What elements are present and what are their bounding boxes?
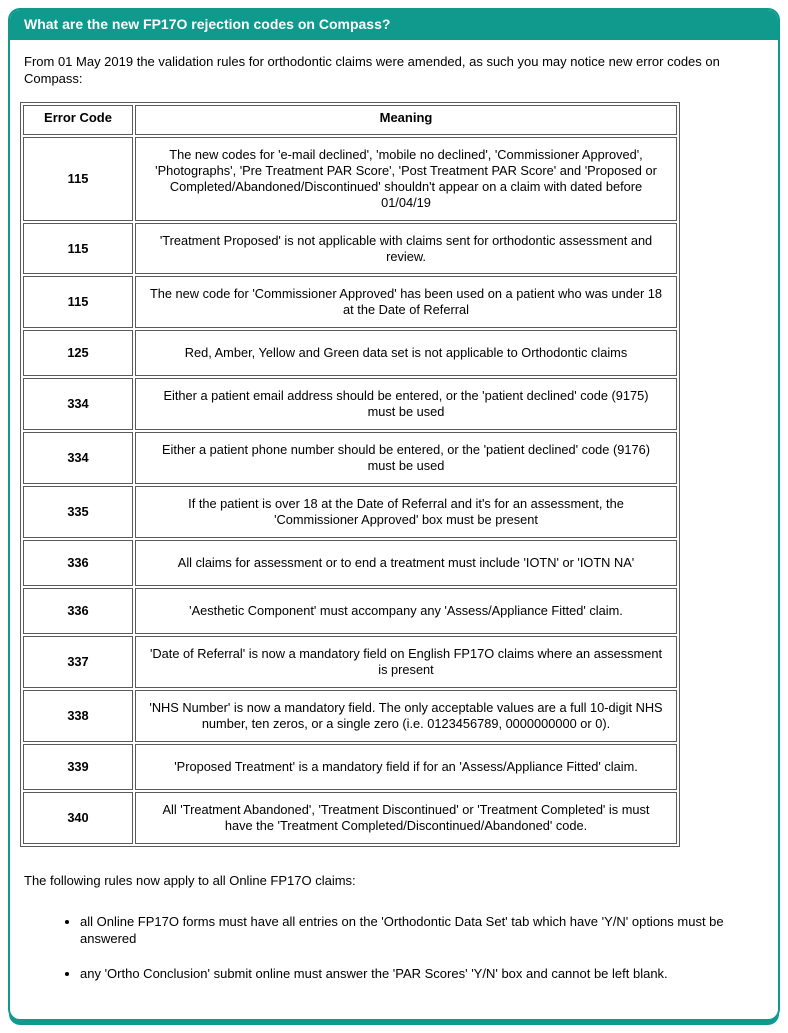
meaning-cell: 'Aesthetic Component' must accompany any 'Assess/Appliance Fitted' claim. xyxy=(135,588,677,634)
error-code-cell: 334 xyxy=(23,378,133,430)
table-row xyxy=(23,636,677,688)
table-row xyxy=(23,486,677,538)
table-row xyxy=(23,276,677,328)
column-header-meaning: Meaning xyxy=(135,105,677,135)
error-code-cell: 115 xyxy=(23,276,133,328)
table-header-row xyxy=(23,105,677,135)
meaning-cell: The new codes for 'e-mail declined', 'mobile no declined', 'Commissioner Approved', 'Photographs', 'Pre Treatment PAR Score', 'Post Treatment PAR Score' and 'Proposed or Completed/Abandoned/Discontinued' shouldn't appear on a claim with dated before 01/04/19 xyxy=(135,137,677,221)
error-code-cell: 339 xyxy=(23,744,133,790)
meaning-cell: 'Date of Referral' is now a mandatory field on English FP17O claims where an assessment is present xyxy=(135,636,677,688)
meaning-cell: Either a patient email address should be entered, or the 'patient declined' code (9175) must be used xyxy=(135,378,677,430)
error-code-cell: 340 xyxy=(23,792,133,844)
rejection-codes-table xyxy=(20,102,680,848)
meaning-cell: 'NHS Number' is now a mandatory field. The only acceptable values are a full 10-digit NHS number, ten zeros, or a single zero (i.e. 0123456789, 0000000000 or 0). xyxy=(135,690,677,742)
error-code-cell: 125 xyxy=(23,330,133,376)
meaning-cell: 'Treatment Proposed' is not applicable with claims sent for orthodontic assessment and review. xyxy=(135,223,677,275)
error-code-cell: 338 xyxy=(23,690,133,742)
error-code-cell: 336 xyxy=(23,588,133,634)
table-row xyxy=(23,588,677,634)
meaning-cell: All 'Treatment Abandoned', 'Treatment Discontinued' or 'Treatment Completed' is must have the 'Treatment Completed/Discontinued/Abandoned' code. xyxy=(135,792,677,844)
table-row xyxy=(23,540,677,586)
intro-text: From 01 May 2019 the validation rules for orthodontic claims were amended, as such you may notice new error codes on Compass: xyxy=(24,53,720,86)
meaning-cell: The new code for 'Commissioner Approved' has been used on a patient who was under 18 at the Date of Referral xyxy=(135,276,677,328)
error-code-cell: 334 xyxy=(23,432,133,484)
table-row xyxy=(23,378,677,430)
table-head xyxy=(23,105,677,135)
meaning-cell: Either a patient phone number should be entered, or the 'patient declined' code (9176) must be used xyxy=(135,432,677,484)
meaning-cell: Red, Amber, Yellow and Green data set is not applicable to Orthodontic claims xyxy=(135,330,677,376)
rule-item: • any 'Ortho Conclusion' submit online must answer the 'PAR Scores' 'Y/N' box and cannot be left blank. xyxy=(80,966,766,983)
table-row xyxy=(23,690,677,742)
error-code-cell: 336 xyxy=(23,540,133,586)
meaning-cell: If the patient is over 18 at the Date of Referral and it's for an assessment, the 'Commissioner Approved' box must be present xyxy=(135,486,677,538)
table-body xyxy=(23,137,677,845)
table-row xyxy=(23,432,677,484)
rules-list xyxy=(20,914,766,983)
error-code-cell: 115 xyxy=(23,137,133,221)
panel-title: What are the new FP17O rejection codes on Compass? xyxy=(10,10,778,40)
table-row xyxy=(23,744,677,790)
info-panel xyxy=(8,8,780,1021)
column-header-error-code: Error Code xyxy=(23,105,133,135)
error-code-cell: 337 xyxy=(23,636,133,688)
table-row xyxy=(23,137,677,221)
meaning-cell: All claims for assessment or to end a treatment must include 'IOTN' or 'IOTN NA' xyxy=(135,540,677,586)
error-code-cell: 115 xyxy=(23,223,133,275)
table-row xyxy=(23,792,677,844)
table-row xyxy=(23,223,677,275)
error-code-cell: 335 xyxy=(23,486,133,538)
meaning-cell: 'Proposed Treatment' is a mandatory field if for an 'Assess/Appliance Fitted' claim. xyxy=(135,744,677,790)
table-row xyxy=(23,330,677,376)
rule-item: • all Online FP17O forms must have all entries on the 'Orthodontic Data Set' tab which have 'Y/N' options must be answered xyxy=(80,914,766,948)
footer-heading: The following rules now apply to all Online FP17O claims: xyxy=(24,873,356,889)
panel-body xyxy=(10,40,778,1019)
